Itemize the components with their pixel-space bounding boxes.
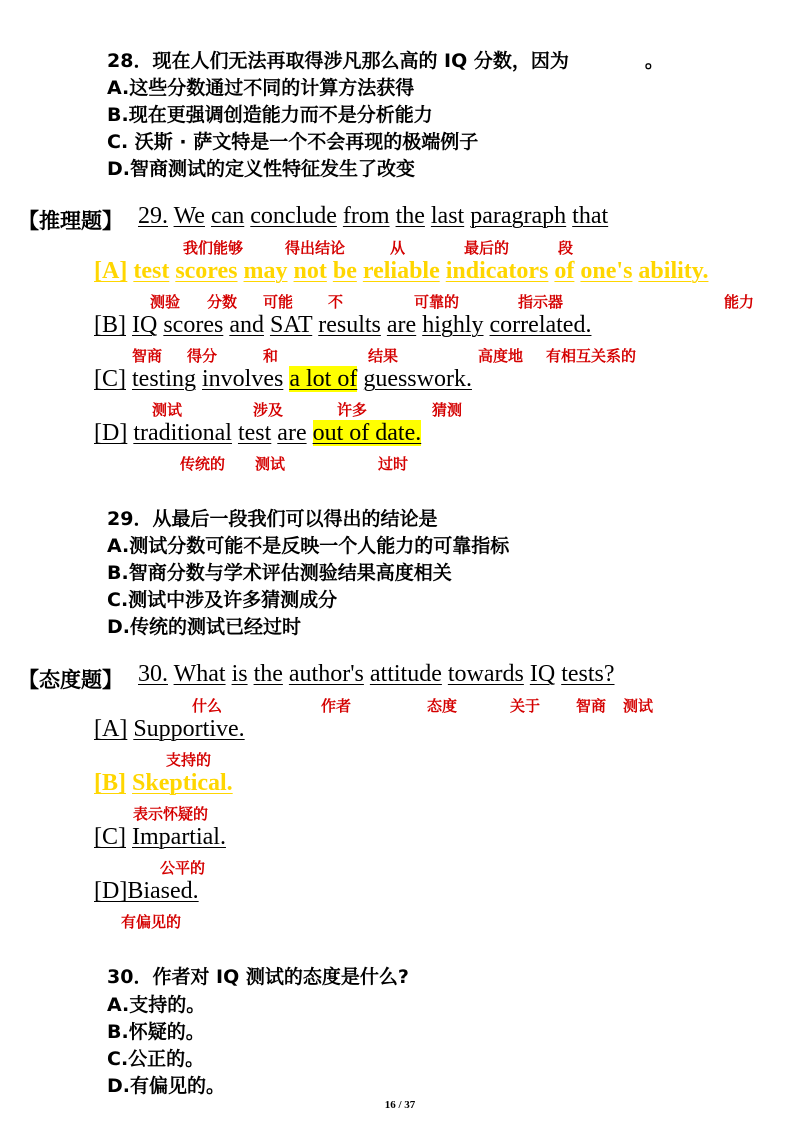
gloss: 测试 — [152, 401, 183, 419]
q30-cn-stem: 30．作者对 IQ 测试的态度是什么? — [107, 966, 409, 988]
q29-question: 29. We can conclude from the last paragraph that — [138, 203, 609, 229]
gloss: 过时 — [378, 455, 409, 473]
q29-cn-option-c: C.测试中涉及许多猜测成分 — [107, 589, 338, 611]
q29-cn-option-b: B.智商分数与学术评估测验结果高度相关 — [107, 562, 452, 584]
gloss: 有偏见的 — [121, 913, 182, 931]
gloss: 表示怀疑的 — [133, 805, 209, 823]
q29-option-d: [D] traditional test are out of date. — [94, 420, 422, 446]
gloss: 测试 — [623, 697, 654, 715]
gloss: 有相互关系的 — [546, 347, 637, 365]
gloss: 指示器 — [518, 293, 564, 311]
gloss: 段 — [558, 239, 574, 257]
q30-question: 30. What is the author's attitude towards IQ tests? — [138, 661, 615, 687]
q29-type-tag: 【推理题】 — [18, 209, 123, 233]
q29-cn-option-a: A.测试分数可能不是反映一个人能力的可靠指标 — [107, 535, 510, 557]
q30-cn-option-a: A.支持的。 — [107, 994, 206, 1016]
gloss: 涉及 — [253, 401, 284, 419]
q30-option-a: [A] Supportive. — [94, 716, 245, 742]
gloss: 测验 — [150, 293, 181, 311]
gloss: 许多 — [337, 401, 368, 419]
q29-cn-option-d: D.传统的测试已经过时 — [107, 616, 301, 638]
q30-option-d: [D]Biased. — [94, 878, 199, 904]
gloss: 从 — [390, 239, 406, 257]
gloss: 我们能够 — [183, 239, 244, 257]
q30-option-c: [C] Impartial. — [94, 824, 226, 850]
gloss: 态度 — [427, 697, 458, 715]
q30-cn-option-c: C.公正的。 — [107, 1048, 205, 1070]
gloss: 猜测 — [432, 401, 463, 419]
q28-option-d: D.智商测试的定义性特征发生了改变 — [107, 158, 415, 180]
gloss: 什么 — [192, 697, 223, 715]
gloss: 可能 — [263, 293, 294, 311]
gloss: 传统的 — [180, 455, 226, 473]
q28-stem: 28．现在人们无法再取得涉凡那么高的 IQ 分数，因为 。 — [107, 50, 664, 72]
q29-option-b: [B] IQ scores and SAT results are highly correlated. — [94, 312, 592, 338]
gloss: 结果 — [368, 347, 399, 365]
q29-option-a: [A] test scores may not be reliable indicators of one's ability. — [94, 258, 709, 284]
page-number: 16 / 37 — [384, 1099, 416, 1111]
gloss: 智商 — [132, 347, 163, 365]
gloss: 得出结论 — [285, 239, 346, 257]
q30-cn-option-b: B.怀疑的。 — [107, 1021, 205, 1043]
q30-type-tag: 【态度题】 — [18, 668, 123, 692]
gloss: 智商 — [576, 697, 607, 715]
gloss: 公平的 — [160, 859, 206, 877]
gloss: 和 — [263, 347, 279, 365]
q28-option-b: B.现在更强调创造能力而不是分析能力 — [107, 104, 433, 126]
q28-option-a: A.这些分数通过不同的计算方法获得 — [107, 77, 415, 99]
gloss: 关于 — [510, 697, 541, 715]
q28-option-c: C. 沃斯 · 萨文特是一个不会再现的极端例子 — [107, 131, 479, 153]
q29-option-c: [C] testing involves a lot of guesswork. — [94, 366, 472, 392]
gloss: 测试 — [255, 455, 286, 473]
q30-cn-option-d: D.有偏见的。 — [107, 1075, 225, 1097]
gloss: 作者 — [321, 697, 352, 715]
gloss: 高度地 — [478, 347, 524, 365]
gloss: 不 — [328, 293, 344, 311]
gloss: 得分 — [187, 347, 218, 365]
gloss: 支持的 — [166, 751, 212, 769]
gloss: 能力 — [724, 293, 755, 311]
q29-cn-stem: 29．从最后一段我们可以得出的结论是 — [107, 508, 438, 530]
q30-option-b: [B] Skeptical. — [94, 770, 233, 796]
gloss: 分数 — [207, 293, 238, 311]
gloss: 最后的 — [464, 239, 510, 257]
gloss: 可靠的 — [414, 293, 460, 311]
